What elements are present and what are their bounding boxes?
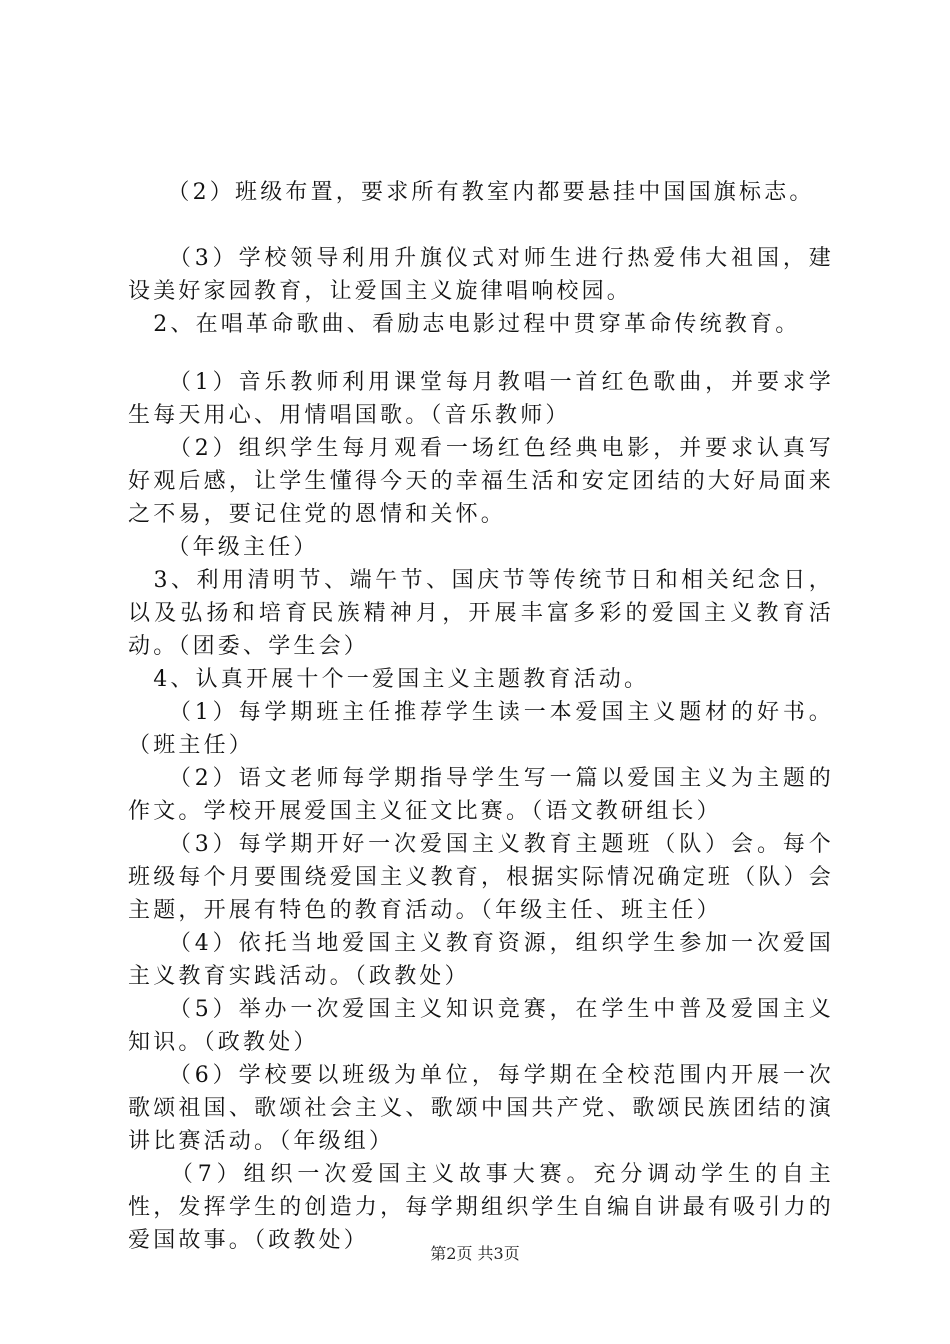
page-footer: 第2页 共3页: [430, 1244, 520, 1263]
paragraph-traditional-festivals: 3、利用清明节、端午节、国庆节等传统节日和相关纪念日，以及弘扬和培育民族精神月，开展丰富多彩的爱国主义教育活动。（团委、学生会）: [128, 568, 834, 659]
paragraph-speech-contest: （6）学校要以班级为单位，每学期在全校范围内开展一次歌颂祖国、歌颂社会主义、歌颂中国共产党、歌颂民族团结的演讲比赛活动。（年级组）: [128, 1063, 834, 1154]
paragraph-revolutionary-songs-heading: 2、在唱革命歌曲、看励志电影过程中贯穿革命传统教育。: [128, 312, 801, 337]
paragraph-flag-ceremony: （3）学校领导利用升旗仪式对师生进行热爱伟大祖国，建设美好家园教育，让爱国主义旋律唱响校园。: [128, 246, 834, 304]
paragraph-knowledge-contest: （5）举办一次爱国主义知识竞赛，在学生中普及爱国主义知识。（政教处）: [128, 997, 834, 1055]
paragraph-essay: （2）语文老师每学期指导学生写一篇以爱国主义为主题的作文。学校开展爱国主义征文比赛。（语文教研组长）: [128, 766, 834, 824]
document-body: [128, 176, 834, 1257]
paragraph-reading-book: （1）每学期班主任推荐学生读一本爱国主义题材的好书。（班主任）: [128, 700, 834, 758]
paragraph-class-layout: （2）班级布置，要求所有教室内都要悬挂中国国旗标志。: [128, 180, 815, 205]
paragraph-music-teacher: （1）音乐教师利用课堂每月教唱一首红色歌曲，并要求学生每天用心、用情唱国歌。（音乐教师）: [128, 370, 834, 428]
paragraph-practice-activity: （4）依托当地爱国主义教育资源，组织学生参加一次爱国主义教育实践活动。（政教处）: [128, 931, 834, 989]
paragraph-grade-director: （年级主任）: [128, 535, 319, 560]
paragraph-class-meeting: （3）每学期开好一次爱国主义教育主题班（队）会。每个班级每个月要围绕爱国主义教育，根据实际情况确定班（队）会主题，开展有特色的教育活动。（年级主任、班主任）: [128, 832, 834, 923]
paragraph-red-film: （2）组织学生每月观看一场红色经典电影，并要求认真写好观后感，让学生懂得今天的幸福生活和安定团结的大好局面来之不易，要记住党的恩情和关怀。: [128, 436, 834, 527]
paragraph-ten-activities-heading: 4、认真开展十个一爱国主义主题教育活动。: [128, 667, 650, 692]
paragraph-story-contest: （7）组织一次爱国主义故事大赛。充分调动学生的自主性，发挥学生的创造力，每学期组织学生自编自讲最有吸引力的爱国故事。（政教处）: [128, 1162, 834, 1253]
